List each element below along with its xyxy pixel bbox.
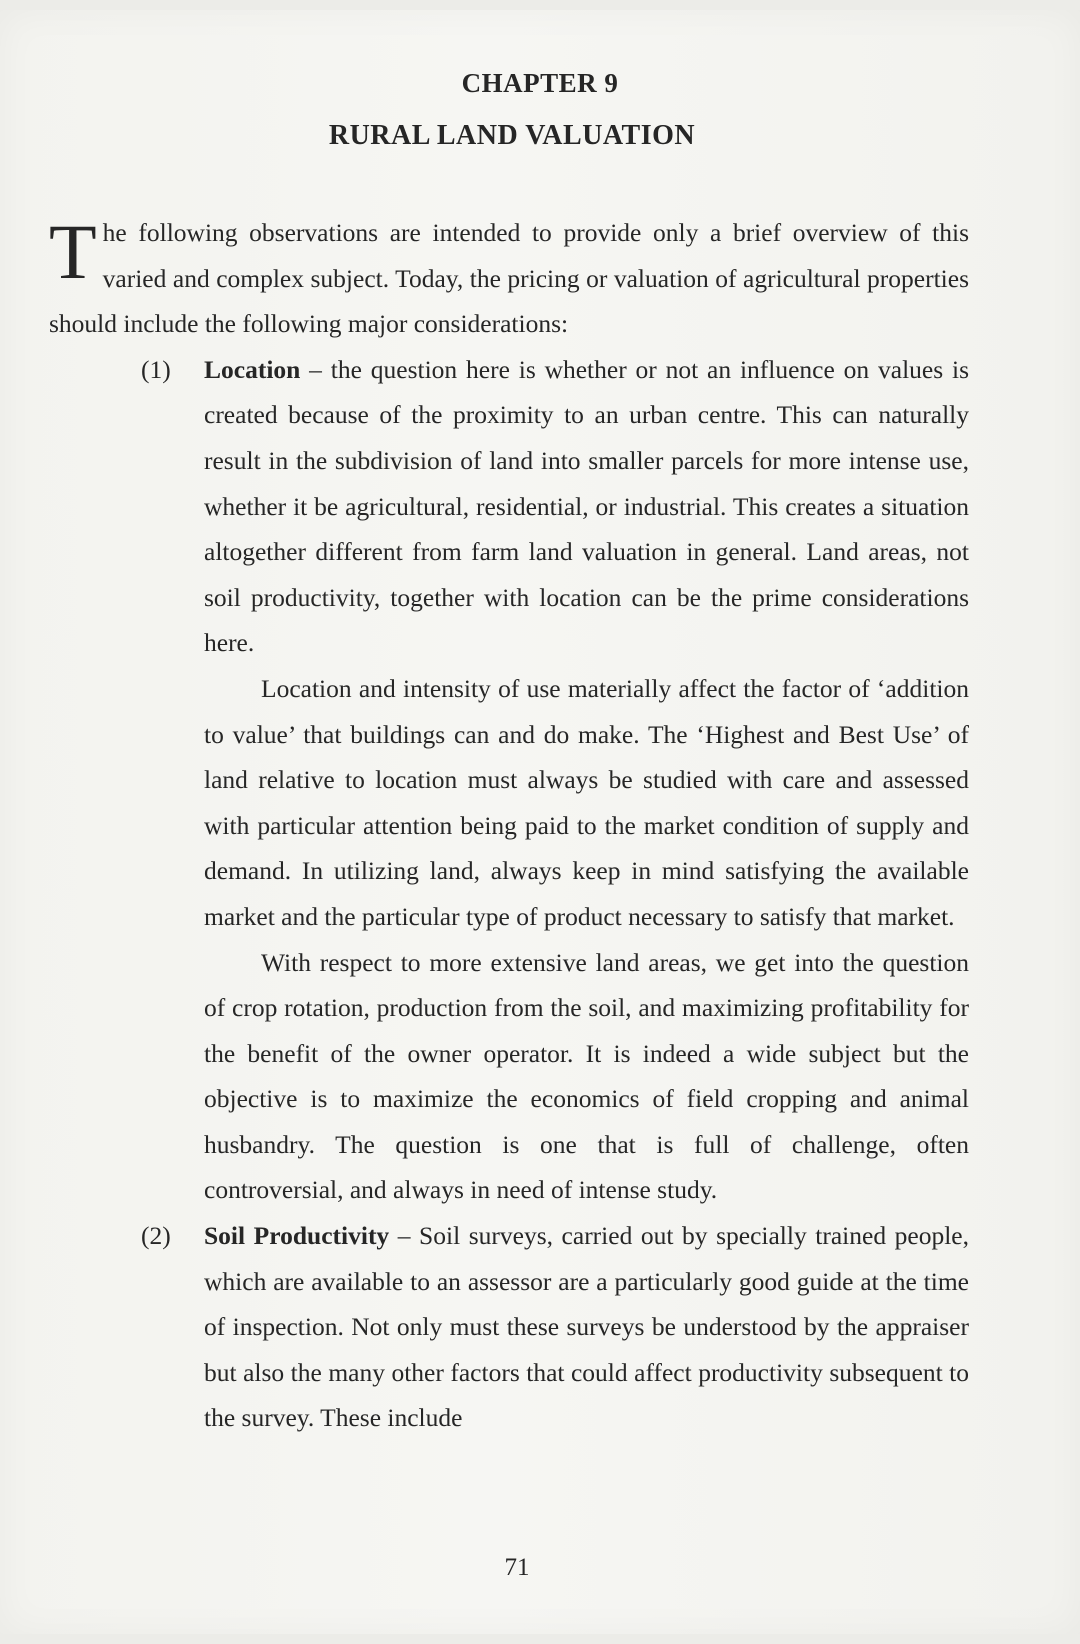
item-lead-paragraph	[204, 1213, 969, 1441]
body-text	[49, 210, 969, 1441]
item-lead-text: – Soil surveys, carried out by specially trained people, which are available to an assessor are a particularly good guide at the time of inspection. Not only must these surveys be understood by the appraiser but also the many other factors that could affect productivity subsequent to the survey. These include	[204, 1221, 969, 1433]
list-item-number: (1)	[141, 354, 171, 384]
chapter-title: RURAL LAND VALUATION	[328, 120, 696, 151]
book-page	[0, 10, 1080, 1634]
page-number: 71	[504, 1554, 530, 1581]
drop-cap: T	[49, 208, 97, 295]
list-item-location	[49, 347, 969, 1213]
item-heading: Soil Productivity	[204, 1221, 390, 1251]
item-lead-text: – the question here is whether or not an influence on values is created because of the proximity to an urban centre. This can naturally result in the subdivision of land into smaller parcels for more intense use, whether it be agricultural, residential, or industrial. This creates a situation altogether different from farm land valuation in general. Land areas, not soil productivity, together with location can be the prime considerations here.	[204, 354, 969, 658]
item-paragraph: Location and intensity of use materially affect the factor of ‘addition to value’ that buildings can and do make. The ‘Highest and Best Use’ of land relative to location must always be studied with care and assessed with particular attention being paid to the market condition of supply and demand. In utilizing land, always keep in mind satisfying the available market and the particular type of product necessary to satisfy that market.	[204, 673, 969, 931]
item-lead-paragraph	[204, 347, 969, 666]
chapter-label: CHAPTER 9	[461, 68, 619, 98]
item-heading: Location	[204, 354, 301, 384]
intro-text: he following observations are intended to provide only a brief overview of this varied and complex subject. Today, the pricing or valuation of agricultural properties should include the following major considerations:	[49, 218, 969, 339]
list-item-soil-productivity	[49, 1213, 969, 1441]
intro-paragraph	[49, 210, 969, 347]
item-paragraph: With respect to more extensive land areas, we get into the question of crop rotation, production from the soil, and maximizing profitability for the benefit of the owner operator. It is indeed a wide subject but the objective is to maximize the economics of field cropping and animal husbandry. The question is one that is full of challenge, often controversial, and always in need of intense study.	[204, 947, 969, 1205]
list-item-number: (2)	[141, 1221, 171, 1251]
